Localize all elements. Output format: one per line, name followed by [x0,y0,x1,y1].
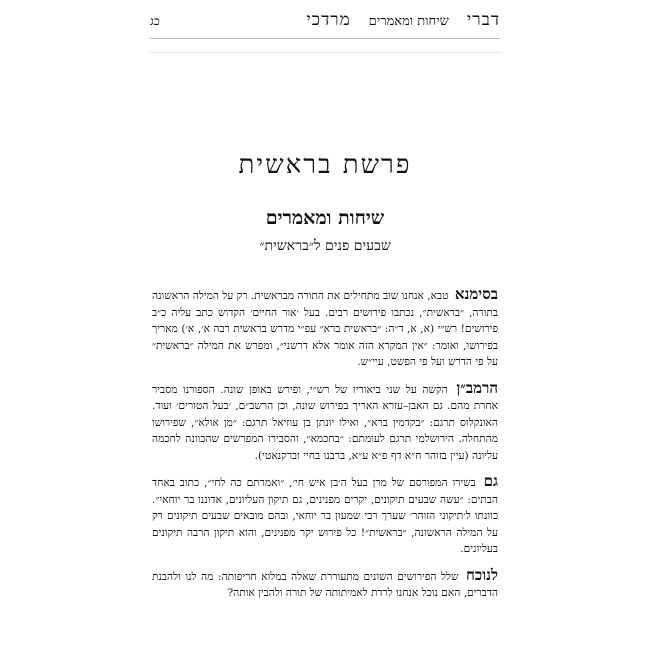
article-title: שבעים פנים ל״בראשית״ [259,238,391,254]
paragraph-3 [152,473,498,558]
header-shadow-divider [150,52,500,53]
paragraph-1 [152,286,498,371]
paragraph-3-text: בשירו המפורסם של מרן בעל ה׳בן איש חי׳, ״ואמרתם כה לחי״, כתוב באחד הבתים: ״עשה שבעים תיקונים, יקרים מפנינים, גם תיקון העליונים, אדוננו בר יוחאי״. כוונתו ל׳תיקוני הזוהר׳ שערך רבי שמעון בר יוחאי, ובהם מובאים שבעים תיקונים רק על המילה הראשונה, ״בראשית״! כל פירוש יקר מפנינים, והוא תיקון הרבה תיקונים בעליונים. [152,477,498,555]
header-sichot: שיחות ומאמרים [368,14,449,29]
paragraph-1-lead: בסימנא [454,285,498,303]
header-divrei: דברי [466,10,500,30]
paragraph-2-lead: הרמב״ן [456,378,498,397]
paragraph-2-text: הקשה על שני ביאוריו של רש״י, ופירש באופן שונה. הספורנו מסביר אחרת מהם. גם האבן–עזרא האריך בפירוש שונה, וכן הרשב״ם, ׳בעל הטורים׳ ועוד. האונקלוס תרגם: ״בקדמין ברא״, ואילו יונתן בן עוזיאל תרגם: ״מן אולא״, שפירושו מהתחלה. הירושלמי תרגם לעומתם: ״בחכמא״, והסבירו המפרשים שהכוונה לחכמה עליונה (עיין בזוהר ח״א דף פ״א ע״א, ברבנו בחיי וברקנאטי). [152,383,498,462]
header-mordechai: מרדכי [306,10,351,30]
paragraph-4-text: שלל הפירושים השונים מתעוררת שאלה במלוא חריפותה: מה לנו ולהבנת הדברים, האם נוכל אנחנו לרדת לאמיתותה של תורה ולהבין אותה? [152,570,498,599]
page-number: כג [150,14,160,28]
header-titles [306,10,500,30]
paragraph-3-lead: גם [483,472,498,490]
paragraph-2 [152,380,498,465]
paragraph-4 [152,567,498,602]
paragraph-4-lead: לנוכח [466,565,498,584]
section-subtitle: שיחות ומאמרים [265,207,385,229]
header-divider [150,38,500,39]
paragraph-1-text: טבא, אנחנו שוב מתחילים את התורה מבראשית. רק על המילה הראשונה בתורה, ״בראשית״, נכתבו פירושים רבים. בעל ׳אור החיים׳ הקדוש כתב עליה כ״ב פירושים! רש״י (א, א, ד״ה: ״בראשית ברא״ עפ״י מדרש בראשית רבה א׳, א׳) מאריך בפירושו, ואומר: ״אין המקרא הזה אומר אלא דרשני״, ומפרש את המילה ״בראשית״ על פי הדרש ועל פי הפשט, עיי״ש. [152,290,498,368]
running-header [150,10,500,32]
parasha-title: פרשת בראשית [238,150,412,180]
article-body [152,286,498,611]
